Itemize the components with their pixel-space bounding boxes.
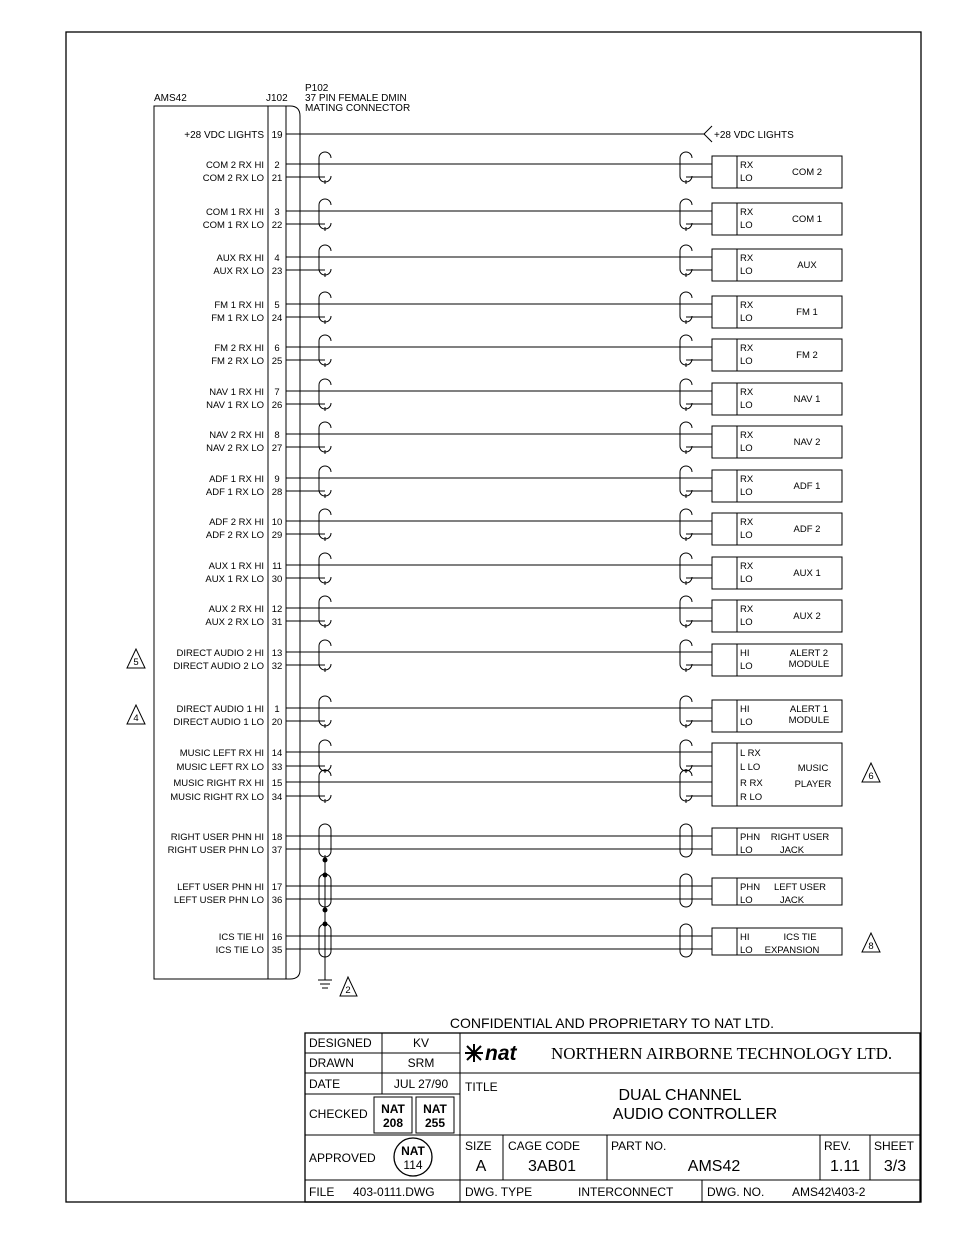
channel-3-box-hi: RX <box>740 253 754 264</box>
channel-4-box-lo: LO <box>740 313 753 324</box>
channel-6-box-hi: RX <box>740 387 754 398</box>
channel-13-device-name-1: ALERT 1 <box>789 704 829 715</box>
channel-8-lo-pin: 28 <box>271 487 283 498</box>
lights-label: +28 VDC LIGHTS <box>184 130 264 141</box>
channel-12-hi-label: DIRECT AUDIO 2 HI <box>176 648 264 659</box>
channel-6-hi-pin: 7 <box>274 387 280 398</box>
channel-11-lo-pin: 31 <box>271 617 283 628</box>
channel-12-device-name-2: MODULE <box>788 659 830 670</box>
channel-12-left-shield-top <box>319 640 331 646</box>
channel-6-hi-label: NAV 1 RX HI <box>209 387 264 398</box>
dwg-no-label: DWG. NO. <box>707 1185 765 1199</box>
music-2-label: MUSIC LEFT RX LO <box>176 762 264 773</box>
channel-12-lo-label: DIRECT AUDIO 2 LO <box>173 661 264 672</box>
phone-3-hi-label: ICS TIE HI <box>218 932 264 943</box>
cage-label: CAGE CODE <box>508 1139 581 1153</box>
phone-2-box-hi: PHN <box>740 882 761 893</box>
title-line-1: DUAL CHANNEL <box>618 1087 742 1104</box>
channel-1-lo-label: COM 2 RX LO <box>202 173 264 184</box>
channel-9-hi-pin: 10 <box>271 517 283 528</box>
channel-11-hi-label: AUX 2 RX HI <box>208 604 264 615</box>
channel-7-left-shield-top <box>319 422 331 428</box>
channel-10-lo-label: AUX 1 RX LO <box>205 574 264 585</box>
phone-1-lo-label: RIGHT USER PHN LO <box>167 845 264 856</box>
shield-bond-dot-4 <box>323 922 328 927</box>
channel-6-right-shield-top <box>680 379 692 385</box>
channel-7-hi-pin: 8 <box>274 430 280 441</box>
phone-3-hi-pin: 16 <box>271 932 283 943</box>
lights-pin: 19 <box>271 130 283 141</box>
music-1-box-label: L RX <box>740 748 761 759</box>
channel-10-device-box <box>712 557 842 589</box>
channel-1-device-box <box>712 156 842 188</box>
nat-logo-icon <box>465 1044 483 1062</box>
channel-6-left-shield-top <box>319 379 331 385</box>
channel-1-device-name: COM 2 <box>791 167 823 178</box>
channel-6-device-box <box>712 383 842 415</box>
plug-label-3: MATING CONNECTOR <box>305 103 411 114</box>
channel-8-device-box <box>712 470 842 502</box>
channel-2-hi-pin: 3 <box>274 207 280 218</box>
channel-8-left-shield-top <box>319 466 331 472</box>
channel-3-left-shield-top <box>319 245 331 251</box>
cage-value: 3AB01 <box>527 1158 577 1175</box>
channel-5-right-shield-top <box>680 335 692 341</box>
channel-2-right-shield-top <box>680 199 692 205</box>
channel-7-lo-pin: 27 <box>271 443 283 454</box>
channel-9-box-hi: RX <box>740 517 754 528</box>
size-label: SIZE <box>465 1139 492 1153</box>
channel-10-hi-pin: 11 <box>272 561 282 572</box>
phone-2-right-shield-top <box>680 874 692 880</box>
channel-1-left-shield-top <box>319 152 331 158</box>
channel-2-device-box <box>712 203 842 235</box>
phone-3-lo-pin: 35 <box>271 945 283 956</box>
channel-7-box-lo: LO <box>740 443 753 454</box>
ground-note-number: 2 <box>345 985 351 996</box>
phone-3-box-hi: HI <box>740 932 750 943</box>
channel-2-hi-label: COM 1 RX HI <box>205 207 264 218</box>
confidential-notice: CONFIDENTIAL AND PROPRIETARY TO NAT LTD. <box>449 1015 775 1031</box>
channel-13-device-name-2: MODULE <box>788 715 830 726</box>
sheet-value: 3/3 <box>883 1158 907 1175</box>
channel-13-box-hi: HI <box>740 704 750 715</box>
checked-stamp-2-top: NAT <box>423 1102 447 1116</box>
phone-2-hi-pin: 17 <box>271 882 283 893</box>
company-name: NORTHERN AIRBORNE TECHNOLOGY LTD. <box>551 1044 893 1063</box>
title-line-2: AUDIO CONTROLLER <box>612 1106 778 1123</box>
checked-stamp-1-num: 208 <box>382 1116 404 1130</box>
date-value: JUL 27/90 <box>393 1077 449 1091</box>
phone-2-hi-label: LEFT USER PHN HI <box>177 882 264 893</box>
channel-8-lo-label: ADF 1 RX LO <box>205 487 264 498</box>
channel-3-lo-pin: 23 <box>271 266 283 277</box>
phone-3-right-shield-bottom <box>680 951 692 957</box>
channel-12-lo-pin: 32 <box>271 661 283 672</box>
checked-stamp-2-num: 255 <box>424 1116 446 1130</box>
channel-10-box-hi: RX <box>740 561 754 572</box>
channel-2-box-hi: RX <box>740 207 754 218</box>
channel-3-box-lo: LO <box>740 266 753 277</box>
channel-3-lo-label: AUX RX LO <box>213 266 264 277</box>
channel-10-hi-label: AUX 1 RX HI <box>208 561 264 572</box>
lights-arrow <box>704 126 712 142</box>
channel-5-device-name: FM 2 <box>796 350 818 361</box>
channel-12-device-name-1: ALERT 2 <box>789 648 829 659</box>
channel-9-left-shield-top <box>319 509 331 515</box>
channel-6-device-name: NAV 1 <box>793 394 821 405</box>
channel-3-device-name: AUX <box>797 260 817 271</box>
channel-12-box-hi: HI <box>740 648 750 659</box>
phone-1-right-shield-bottom <box>680 851 692 857</box>
channel-12-box-lo: LO <box>740 661 753 672</box>
channel-9-lo-pin: 29 <box>271 530 283 541</box>
channel-13-hi-pin: 1 <box>274 704 280 715</box>
music-3-box-label: R RX <box>740 778 763 789</box>
phone-1-device-name-1: RIGHT USER <box>770 832 830 843</box>
unit-label: AMS42 <box>154 93 187 104</box>
channel-11-hi-pin: 12 <box>271 604 283 615</box>
channel-11-lo-label: AUX 2 RX LO <box>205 617 264 628</box>
phone-1-box-lo: LO <box>740 845 753 856</box>
channel-13-right-shield-top <box>680 696 692 702</box>
music-3-label: MUSIC RIGHT RX HI <box>173 778 264 789</box>
music-device-name-2: PLAYER <box>794 779 832 790</box>
phone-1-lo-pin: 37 <box>271 845 283 856</box>
channel-10-right-shield-top <box>680 553 692 559</box>
channel-7-device-name: NAV 2 <box>793 437 821 448</box>
designed-value: KV <box>412 1036 430 1050</box>
channel-4-lo-label: FM 1 RX LO <box>211 313 264 324</box>
music-4-box-label: R LO <box>740 792 763 803</box>
channel-13-lo-pin: 20 <box>271 717 283 728</box>
channel-3-right-shield-top <box>680 245 692 251</box>
dwg-type-value: INTERCONNECT <box>578 1185 674 1199</box>
channel-1-hi-pin: 2 <box>274 160 280 171</box>
channel-11-device-box <box>712 600 842 632</box>
channel-4-box-hi: RX <box>740 300 754 311</box>
music-4-pin: 34 <box>271 792 283 803</box>
designed-label: DESIGNED <box>309 1036 372 1050</box>
channel-11-box-hi: RX <box>740 604 754 615</box>
channel-4-left-shield-top <box>319 292 331 298</box>
channel-1-lo-pin: 21 <box>271 173 283 184</box>
phone-2-device-name-1: LEFT USER <box>773 882 827 893</box>
channel-4-device-box <box>712 296 842 328</box>
phone-1-hi-label: RIGHT USER PHN HI <box>170 832 264 843</box>
channel-5-left-shield-top <box>319 335 331 341</box>
channel-10-left-shield-top <box>319 553 331 559</box>
channel-8-hi-label: ADF 1 RX HI <box>209 474 264 485</box>
channel-12-hi-pin: 13 <box>271 648 283 659</box>
plug-label-1: P102 <box>305 83 329 94</box>
phone-3-device-name-2: EXPANSION <box>764 945 820 956</box>
channel-4-hi-label: FM 1 RX HI <box>214 300 264 311</box>
channel-5-box-lo: LO <box>740 356 753 367</box>
channel-9-right-shield-top <box>680 509 692 515</box>
lights-right-label: +28 VDC LIGHTS <box>714 130 794 141</box>
logo-wordmark: nat <box>485 1042 517 1065</box>
channel-9-hi-label: ADF 2 RX HI <box>209 517 264 528</box>
music-1-pin: 14 <box>271 748 283 759</box>
music-pair-1-right-shield-top <box>680 740 692 746</box>
music-device-box <box>712 743 842 806</box>
phone-2-lo-label: LEFT USER PHN LO <box>173 895 264 906</box>
channel-9-device-name: ADF 2 <box>793 524 821 535</box>
phone-3-lo-label: ICS TIE LO <box>215 945 264 956</box>
channel-7-lo-label: NAV 2 RX LO <box>206 443 264 454</box>
phone-3-box-lo: LO <box>740 945 753 956</box>
music-2-box-label: L LO <box>740 762 761 773</box>
channel-8-hi-pin: 9 <box>274 474 280 485</box>
channel-11-device-name: AUX 2 <box>793 611 821 622</box>
phone-2-right-shield-bottom <box>680 901 692 907</box>
date-label: DATE <box>309 1077 341 1091</box>
phone-1-hi-pin: 18 <box>271 832 283 843</box>
channel-4-hi-pin: 5 <box>274 300 280 311</box>
channel-3-hi-pin: 4 <box>274 253 280 264</box>
channel-7-hi-label: NAV 2 RX HI <box>209 430 264 441</box>
shield-bond-dot-1 <box>323 858 328 863</box>
channel-6-box-lo: LO <box>740 400 753 411</box>
channel-11-right-shield-top <box>680 596 692 602</box>
music-note-number: 6 <box>868 771 874 782</box>
channel-5-hi-label: FM 2 RX HI <box>214 343 264 354</box>
channel-10-device-name: AUX 1 <box>793 568 821 579</box>
phone-1-right-shield-top <box>680 824 692 830</box>
phone-1-box-hi: PHN <box>740 832 761 843</box>
music-4-label: MUSIC RIGHT RX LO <box>170 792 264 803</box>
channel-wiring <box>127 152 880 958</box>
channel-9-lo-label: ADF 2 RX LO <box>205 530 264 541</box>
channel-2-lo-label: COM 1 RX LO <box>202 220 264 231</box>
shield-bond-dot-2 <box>323 873 328 878</box>
channel-5-lo-label: FM 2 RX LO <box>211 356 264 367</box>
phone-2-box-lo: LO <box>740 895 753 906</box>
phone-1-left-shield-top <box>319 824 331 830</box>
channel-7-right-shield-top <box>680 422 692 428</box>
shield-bond-dot-3 <box>323 908 328 913</box>
phone-3-right-shield-top <box>680 924 692 930</box>
channel-4-device-name: FM 1 <box>796 307 818 318</box>
channel-4-right-shield-top <box>680 292 692 298</box>
channel-2-device-name: COM 1 <box>791 214 823 225</box>
title-label: TITLE <box>465 1080 498 1094</box>
channel-5-box-hi: RX <box>740 343 754 354</box>
channel-1-right-shield-top <box>680 152 692 158</box>
dwg-no-value: AMS42\403-2 <box>792 1185 866 1199</box>
channel-13-lo-label: DIRECT AUDIO 1 LO <box>173 717 264 728</box>
channel-3-hi-label: AUX RX HI <box>216 253 264 264</box>
channel-6-lo-pin: 26 <box>271 400 283 411</box>
channel-11-left-shield-top <box>319 596 331 602</box>
channel-11-box-lo: LO <box>740 617 753 628</box>
drawn-value: SRM <box>407 1056 435 1070</box>
channel-13-box-lo: LO <box>740 717 753 728</box>
channel-3-device-box <box>712 249 842 281</box>
channel-8-box-hi: RX <box>740 474 754 485</box>
music-device-name-1: MUSIC <box>797 763 829 774</box>
channel-1-box-lo: LO <box>740 173 753 184</box>
size-value: A <box>475 1158 487 1175</box>
channel-10-lo-pin: 30 <box>271 574 283 585</box>
music-pair-1-left-shield-top <box>319 740 331 746</box>
channel-9-device-box <box>712 513 842 545</box>
file-value: 403-0111.DWG <box>353 1185 435 1199</box>
phone-3-note-number: 8 <box>868 941 874 952</box>
phone-2-lo-pin: 36 <box>271 895 283 906</box>
channel-9-box-lo: LO <box>740 530 753 541</box>
channel-12-note-number: 5 <box>133 657 139 668</box>
channel-5-lo-pin: 25 <box>271 356 283 367</box>
phone-3-device-name-1: ICS TIE <box>783 932 817 943</box>
dwg-type-label: DWG. TYPE <box>465 1185 533 1199</box>
rev-value: 1.11 <box>830 1158 860 1175</box>
part-label: PART NO. <box>611 1139 667 1153</box>
plug-label-2: 37 PIN FEMALE DMIN <box>305 93 407 104</box>
phone-2-device-name-2: JACK <box>779 895 805 906</box>
channel-12-right-shield-top <box>680 640 692 646</box>
channel-1-box-hi: RX <box>740 160 754 171</box>
file-label: FILE <box>309 1185 335 1199</box>
approved-stamp-top: NAT <box>401 1144 425 1158</box>
channel-6-lo-label: NAV 1 RX LO <box>206 400 264 411</box>
music-2-pin: 33 <box>271 762 283 773</box>
channel-13-left-shield-top <box>319 696 331 702</box>
channel-5-hi-pin: 6 <box>274 343 280 354</box>
channel-5-device-box <box>712 339 842 371</box>
channel-2-left-shield-top <box>319 199 331 205</box>
channel-8-device-name: ADF 1 <box>793 481 821 492</box>
checked-label: CHECKED <box>309 1107 368 1121</box>
sheet-label: SHEET <box>874 1139 915 1153</box>
rev-label: REV. <box>824 1139 851 1153</box>
approved-stamp-num: 114 <box>403 1158 423 1172</box>
channel-4-lo-pin: 24 <box>271 313 283 324</box>
channel-8-right-shield-top <box>680 466 692 472</box>
part-value: AMS42 <box>687 1158 741 1175</box>
channel-1-hi-label: COM 2 RX HI <box>205 160 264 171</box>
channel-8-box-lo: LO <box>740 487 753 498</box>
checked-stamp-1-top: NAT <box>381 1102 405 1116</box>
phone-1-device-name-2: JACK <box>779 845 805 856</box>
channel-7-device-box <box>712 426 842 458</box>
channel-13-note-number: 4 <box>133 713 139 724</box>
channel-2-lo-pin: 22 <box>271 220 283 231</box>
music-1-label: MUSIC LEFT RX HI <box>179 748 264 759</box>
jack-label: J102 <box>266 93 288 104</box>
drawn-label: DRAWN <box>309 1056 354 1070</box>
channel-10-box-lo: LO <box>740 574 753 585</box>
music-3-pin: 15 <box>271 778 283 789</box>
channel-7-box-hi: RX <box>740 430 754 441</box>
channel-2-box-lo: LO <box>740 220 753 231</box>
approved-label: APPROVED <box>309 1151 376 1165</box>
channel-13-hi-label: DIRECT AUDIO 1 HI <box>176 704 264 715</box>
